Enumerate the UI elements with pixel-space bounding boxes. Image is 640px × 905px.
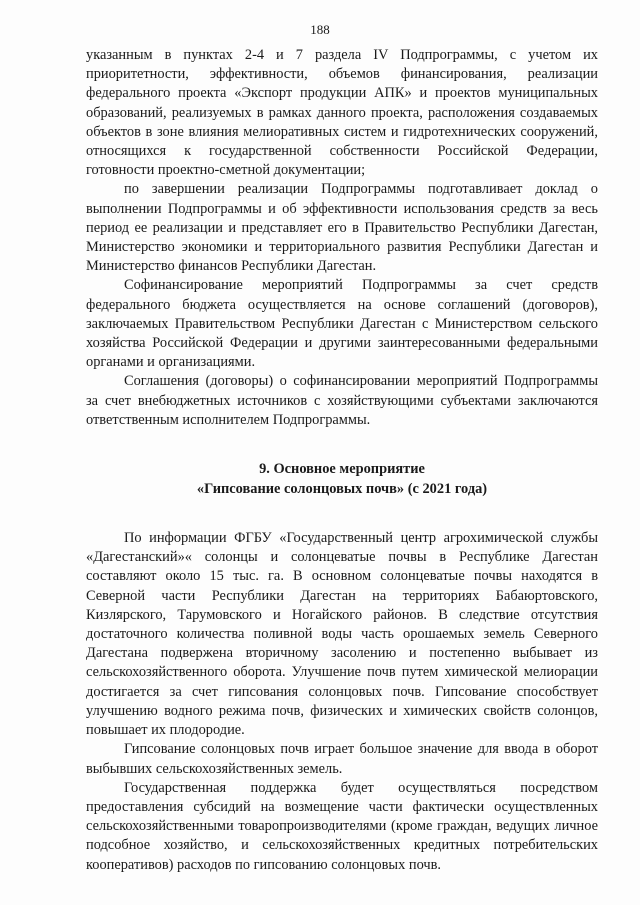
page-number: 188 xyxy=(310,22,330,37)
paragraph-3: Софинансирование мероприятий Подпрограммы за счет средств федерального бюджета осуществляется на основе соглашений (договоров), заключаемых Правительством Республики Дагестан с Министерством сельского хозяйства Российской Федерации и другими заинтересованными федеральными органами и организациями. xyxy=(86,277,598,371)
document-body xyxy=(86,46,598,875)
paragraph-2: по завершении реализации Подпрограммы подготавливает доклад о выполнении Подпрограммы и об эффективности использования средств за весь период ее реализации и представляет его в Правительство Республики Дагестан, Министерство экономики и территориального развития Республики Дагестан и Министерство финансов Республики Дагестан. xyxy=(86,181,598,275)
section-heading-line-2: «Гипсование солонцовых почв» (с 2021 года) xyxy=(196,480,488,497)
paragraph-7: Государственная поддержка будет осуществляться посредством предоставления субсидий на возмещение части фактически осуществленных сельскохозяйственными товаропроизводителями (кроме граждан, ведущих личное подсобное хозяйство, и сельскохозяйственных кредитных потребительских кооперативов) расходов по гипсованию солонцовых почв. xyxy=(86,779,598,873)
paragraph-6: Гипсование солонцовых почв играет большое значение для ввода в оборот выбывших сельскохозяйственных земель. xyxy=(86,741,598,777)
section-heading xyxy=(86,460,598,499)
paragraph-1: указанным в пунктах 2-4 и 7 раздела IV Подпрограммы, с учетом их приоритетности, эффективности, объемов финансирования, реализации федерального проекта «Экспорт продукции АПК» и проектов муниципальных образований, реализуемых в рамках данного проекта, расположения создаваемых объектов в зоне влияния мелиоративных систем и гидротехнических сооружений, относящихся к государственной собственности Российской Федерации, готовности проектно-сметной документации; xyxy=(86,47,598,179)
paragraph-5: По информации ФГБУ «Государственный центр агрохимической службы «Дагестанский»« солонцы и солонцеватые почвы в Республике Дагестан составляют около 15 тыс. га. В основном солонцеватые почвы находятся в Северной части Республики Дагестан на территориях Бабаюртовского, Кизлярского, Тарумовского и Ногайского районов. В следствие отсутствия достаточного количества поливной воды часть орошаемых земель Северного Дагестана подвержена вторичному засолению и постепенно выбывает из сельскохозяйственного оборота. Улучшение почв путем химической мелиорации достигается за счет гипсования солонцовых почв. Гипсование способствует улучшению водного режима почв, физических и химических свойств солонцов, повышает их плодородие. xyxy=(86,530,598,739)
paragraph-4: Соглашения (договоры) о софинансировании мероприятий Подпрограммы за счет внебюджетных источников с хозяйствующими субъектами заключаются ответственным исполнителем Подпрограммы. xyxy=(86,373,598,428)
section-heading-line-1: 9. Основное мероприятие xyxy=(259,461,425,478)
